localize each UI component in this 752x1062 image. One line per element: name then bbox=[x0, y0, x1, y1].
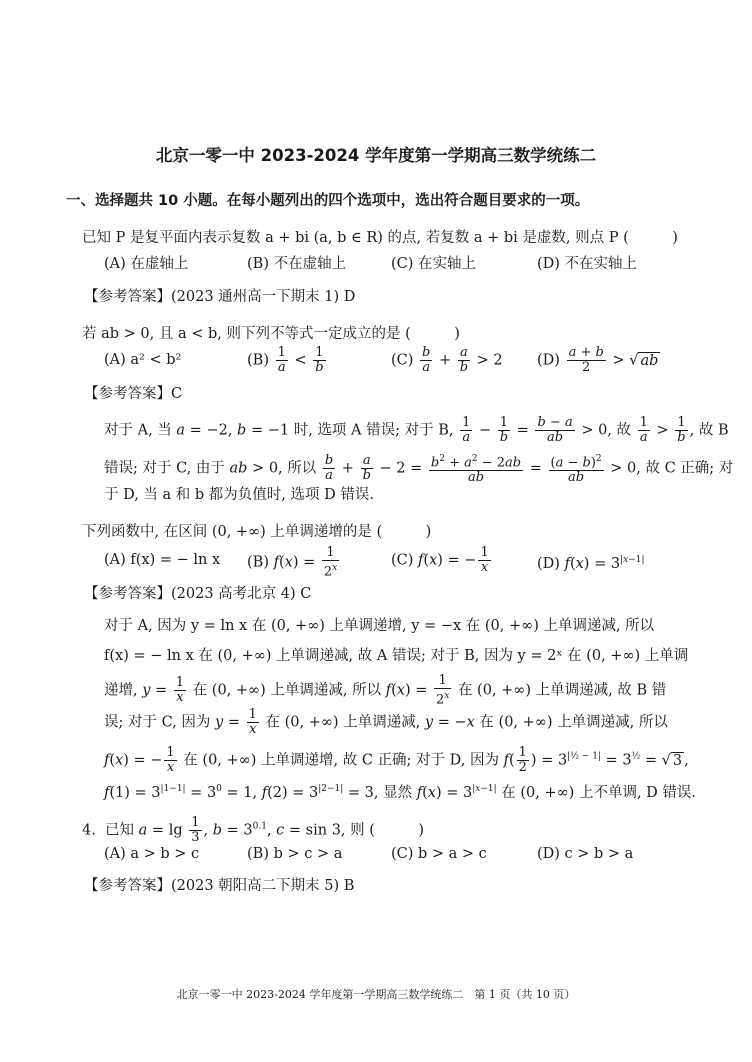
question-4-option-a: (A) a > b > c bbox=[104, 846, 200, 862]
question-2-option-c: (C) $\frac{b}{a}$ + $\frac{a}{b}$ > 2 bbox=[391, 345, 503, 375]
question-2-stem: 若 ab > 0, 且 a < b, 则下列不等式一定成立的是 ( ) bbox=[82, 326, 460, 342]
question-1-answer: 【参考答案】(2023 通州高一下期末 1) D bbox=[84, 289, 356, 305]
question-4-option-c: (C) b > a > c bbox=[391, 846, 487, 862]
question-3-option-c: (C) f(x) = − $\frac{1}{x}$ bbox=[391, 545, 489, 575]
question-4-option-d: (D) c > b > a bbox=[537, 846, 634, 862]
question-1-option-b: (B) 不在虚轴上 bbox=[247, 256, 347, 272]
question-3-option-b: (B) f(x) = $\frac{1}{2^x}$ bbox=[247, 545, 338, 580]
question-4-answer: 【参考答案】(2023 朝阳高二下期末 5) B bbox=[84, 878, 355, 894]
question-3-explanation-line-2: f(x) = − ln x 在 (0, +∞) 上单调递减, 故 A 错误; 对于 B, 因为 y = 2ˣ 在 (0, +∞) 上单调 bbox=[104, 648, 689, 664]
question-3-explanation-line-6: $f(1) = 3^{|1-1|} = 3^0 = 1$, $f(2) = 3^{|2-1|} = 3$, 显然 $f(x) = 3^{|x-1|}$ 在 (0, +∞) 上不单调, D 错误. bbox=[104, 784, 697, 801]
question-3-explanation-line-4: 误; 对于 C, 因为 y = $\frac{1}{x}$ 在 (0, +∞) 上单调递减, y = −x 在 (0, +∞) 上单调递减, 所以 bbox=[104, 707, 668, 737]
question-3-explanation-line-5: f(x) = − $\frac{1}{x}$ 在 (0, +∞) 上单调递增, 故 C 正确; 对于 D, 因为 f( $\frac{1}{2}$ ) = $3^{|\frac{1}{2} - 1|} = 3^{\frac{1}{2}}$ = √ 3 , bbox=[104, 745, 689, 775]
question-1-option-c: (C) 在实轴上 bbox=[391, 256, 477, 272]
question-2-option-d: (D) $\frac{a + b}{2}$ > √ ab bbox=[537, 345, 659, 375]
question-3-option-d: (D) $f(x) = 3^{|x-1|}$ bbox=[537, 555, 645, 572]
question-3-explanation-line-1: 对于 A, 因为 y = ln x 在 (0, +∞) 上单调递增, y = −x 在 (0, +∞) 上单调递减, 所以 bbox=[104, 618, 655, 634]
question-2-explanation-line-3: 于 D, 当 a 和 b 都为负值时, 选项 D 错误. bbox=[104, 487, 374, 503]
question-1-option-d: (D) 不在实轴上 bbox=[537, 256, 638, 272]
question-4-stem: 4. 已知 a = lg $\frac{1}{3}$ , $b = 3^{0.1}$, c = sin 3, 则 ( ) bbox=[82, 815, 425, 845]
question-2-option-a: (A) a² < b² bbox=[104, 352, 182, 368]
question-3-option-a: (A) f(x) = − ln x bbox=[104, 552, 221, 568]
question-4-option-b: (B) b > c > a bbox=[247, 846, 343, 862]
section-header: 一、选择题共 10 小题。在每小题列出的四个选项中，选出符合题目要求的一项。 bbox=[66, 193, 590, 209]
question-2-answer: 【参考答案】C bbox=[84, 386, 183, 402]
page-footer: 北京一零一中 2023-2024 学年度第一学期高三数学统练二 第 1 页（共 10 页） bbox=[176, 988, 576, 1001]
question-2-option-b: (B) $\frac{1}{a}$ < $\frac{1}{b}$ bbox=[247, 345, 324, 375]
question-3-answer: 【参考答案】(2023 高考北京 4) C bbox=[84, 586, 312, 602]
question-1-stem: 已知 P 是复平面内表示复数 a + bi (a, b ∈ R) 的点, 若复数 a + bi 是虚数, 则点 P ( ) bbox=[82, 230, 678, 246]
question-3-explanation-line-3: 递增, y = $\frac{1}{x}$ 在 (0, +∞) 上单调递减, 所以 f(x) = $\frac{1}{2^x}$ 在 (0, +∞) 上单调递减, 故 B 错 bbox=[104, 673, 667, 708]
page-title: 北京一零一中 2023-2024 学年度第一学期高三数学统练二 bbox=[155, 146, 597, 165]
question-3-stem: 下列函数中, 在区间 (0, +∞) 上单调递增的是 ( ) bbox=[82, 524, 432, 540]
question-1-option-a: (A) 在虚轴上 bbox=[104, 256, 189, 272]
question-2-explanation-line-1: 对于 A, 当 a = −2, b = −1 时, 选项 A 错误; 对于 B, $\frac{1}{a}$ − $\frac{1}{b}$ = $\frac{b - a}{ab}$ > 0, 故 $\frac{1}{a}$ > $\frac{1}{b}$ , 故 B bbox=[104, 415, 729, 445]
question-2-explanation-line-2: 错误; 对于 C, 由于 ab > 0, 所以 $\frac{b}{a}$ + $\frac{a}{b}$ − 2 = $\frac{b^2 + a^2 - 2ab}{ab}$ = $\frac{(a - b)^2}{ab}$ > 0, 故 C 正确; 对 bbox=[104, 453, 734, 486]
